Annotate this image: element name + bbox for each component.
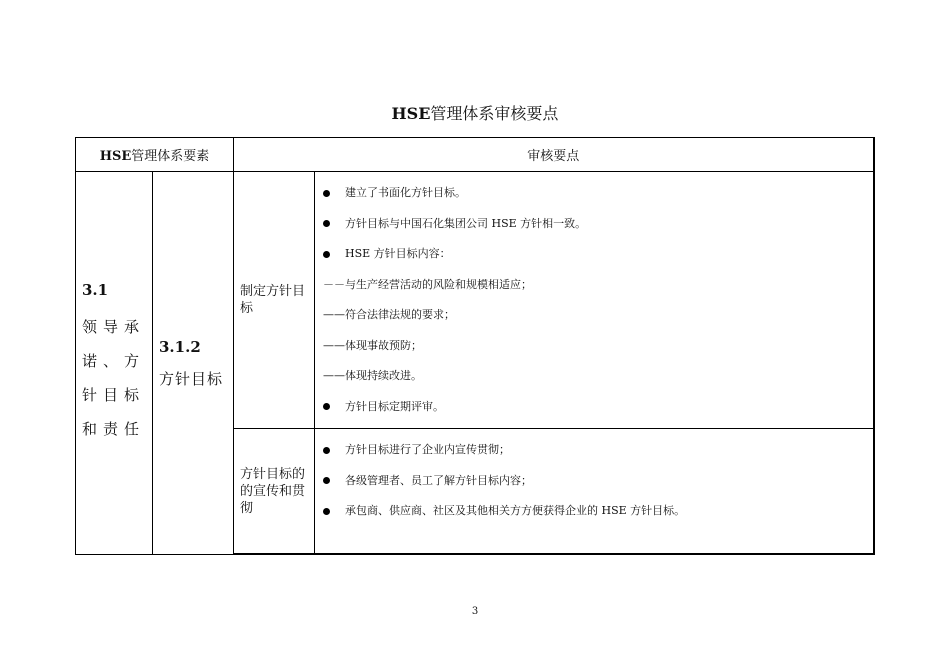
audit-table	[75, 137, 875, 555]
point-text: 各级管理者、员工了解方针目标内容；	[345, 473, 533, 487]
point-text: 方针目标与中国石化集团公司 HSE 方针相一致。	[345, 216, 587, 230]
bullet-icon	[323, 190, 330, 197]
list-item	[323, 300, 873, 331]
bullet-icon	[323, 477, 330, 484]
bullet-icon	[323, 220, 330, 227]
sub-element-code: 3.1.2	[159, 337, 201, 356]
list-item	[323, 361, 873, 392]
header-element-rest: 管理体系要素	[131, 149, 210, 164]
page-number: 3	[471, 606, 479, 617]
points-cell	[315, 172, 874, 429]
audit-points-list	[315, 172, 873, 428]
element-cell	[76, 172, 153, 555]
list-item	[323, 331, 873, 362]
element-text: 领导承诺、方针目标和责任	[82, 317, 146, 438]
point-text: HSE 方针目标内容：	[345, 247, 451, 261]
list-item	[323, 209, 873, 240]
bullet-icon	[323, 447, 330, 454]
point-text: ——体现持续改进。	[323, 369, 423, 383]
topic-cell: 制定方针目标	[234, 172, 315, 429]
audit-points-list	[315, 429, 873, 533]
point-text: ——符合法律法规的要求；	[323, 308, 456, 322]
title-rest-part: 管理体系审核要点	[430, 104, 559, 123]
point-text: 方针目标进行了企业内宣传贯彻；	[345, 443, 511, 457]
list-item	[323, 435, 873, 466]
list-item	[323, 466, 873, 497]
document-title	[0, 103, 950, 125]
points-cell	[315, 429, 874, 555]
element-code: 3.1	[82, 280, 109, 299]
list-item	[323, 392, 873, 423]
table-row	[76, 172, 874, 429]
bullet-icon	[323, 251, 330, 258]
point-text: 承包商、供应商、社区及其他相关方方便获得企业的 HSE 方针目标。	[345, 504, 686, 518]
bullet-icon	[323, 508, 330, 515]
list-item	[323, 270, 873, 301]
table-header-row	[76, 138, 874, 172]
title-bold-part: HSE	[391, 104, 431, 123]
point-text: 方针目标定期评审。	[345, 399, 445, 413]
header-element-cell	[76, 138, 234, 172]
point-text: ——体现事故预防；	[323, 338, 423, 352]
point-text: －－与生产经营活动的风险和规模相适应；	[323, 277, 533, 291]
point-text: 建立了书面化方针目标。	[345, 186, 467, 200]
topic-cell: 方针目标的的宣传和贯彻	[234, 429, 315, 555]
list-item	[323, 178, 873, 209]
sub-element-text: 方针目标	[159, 369, 224, 388]
header-element-bold: HSE	[99, 149, 132, 164]
sub-element-cell	[153, 172, 234, 555]
bullet-icon	[323, 403, 330, 410]
list-item	[323, 496, 873, 527]
header-points-cell: 审核要点	[234, 138, 874, 172]
list-item	[323, 239, 873, 270]
